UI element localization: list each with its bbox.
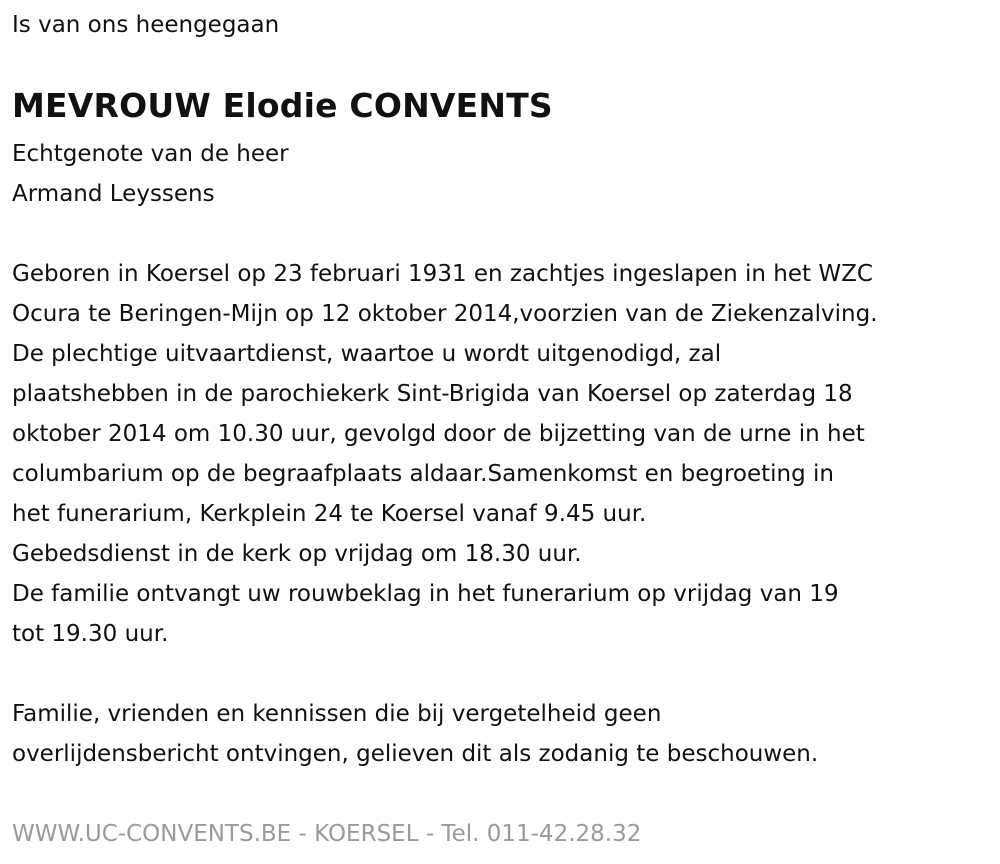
spouse-line: Armand Leyssens <box>12 181 215 207</box>
body-line: Ocura te Beringen-Mijn op 12 oktober 2014,voorzien van de Ziekenzalving. <box>12 301 878 327</box>
body-line: het funerarium, Kerkplein 24 te Koersel vanaf 9.45 uur. <box>12 501 647 527</box>
body-line: Geboren in Koersel op 23 februari 1931 en zachtjes ingeslapen in het WZC <box>12 261 873 287</box>
body-line: tot 19.30 uur. <box>12 621 169 647</box>
body-line: Gebedsdienst in de kerk op vrijdag om 18.30 uur. <box>12 541 582 567</box>
deceased-name: MEVROUW Elodie CONVENTS <box>12 86 553 125</box>
intro-text: Is van ons heengegaan <box>12 12 280 38</box>
body-line: De plechtige uitvaartdienst, waartoe u wordt uitgenodigd, zal <box>12 341 722 367</box>
spouse-block <box>12 134 289 214</box>
spouse-line: Echtgenote van de heer <box>12 141 289 167</box>
body-line: columbarium op de begraafplaats aldaar.Samenkomst en begroeting in <box>12 461 835 487</box>
closing-line: overlijdensbericht ontvingen, gelieven dit als zodanig te beschouwen. <box>12 741 819 767</box>
funeral-home-footer: WWW.UC-CONVENTS.BE - KOERSEL - Tel. 011-42.28.32 <box>12 821 642 847</box>
closing-block <box>12 694 818 774</box>
body-line: plaatshebben in de parochiekerk Sint-Brigida van Koersel op zaterdag 18 <box>12 381 853 407</box>
closing-line: Familie, vrienden en kennissen die bij vergetelheid geen <box>12 701 662 727</box>
notice-body <box>12 254 878 654</box>
body-line: De familie ontvangt uw rouwbeklag in het funerarium op vrijdag van 19 <box>12 581 839 607</box>
body-line: oktober 2014 om 10.30 uur, gevolgd door de bijzetting van de urne in het <box>12 421 865 447</box>
